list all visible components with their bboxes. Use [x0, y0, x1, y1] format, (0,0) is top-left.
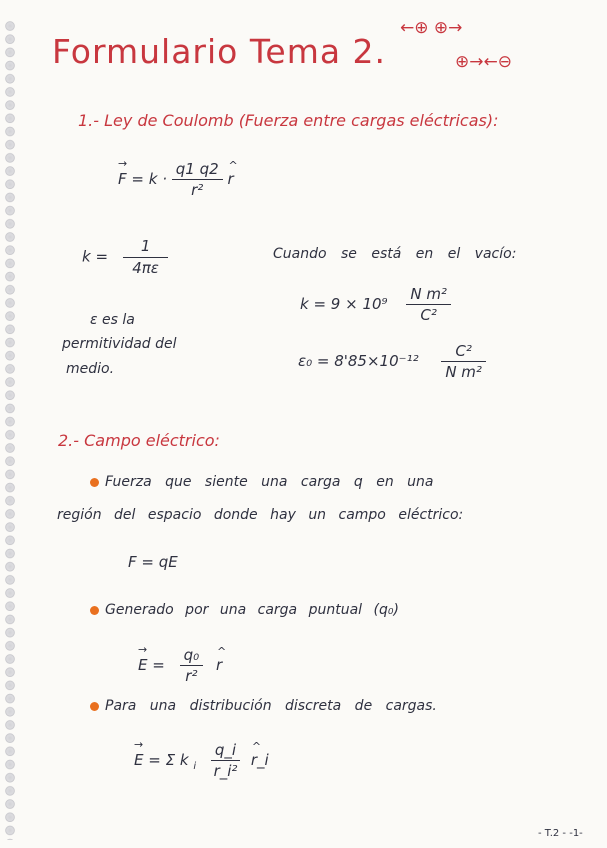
unit-vector-ri: ^ r_i: [251, 751, 269, 769]
formula-eq: =: [152, 656, 165, 674]
formula-eq: = k ·: [131, 170, 167, 188]
section-1-heading: 1.- Ley de Coulomb (Fuerza entre cargas eléctricas):: [78, 111, 499, 130]
bullet-3-text: Para una distribución discreta de cargas.: [105, 698, 437, 714]
coulomb-fraction: [172, 160, 223, 199]
page-footer: - T.2 - -1-: [538, 828, 583, 839]
unit-vector-r: ^ r: [227, 170, 233, 188]
sum-index: i: [193, 761, 197, 772]
page-title: Formulario Tema 2.: [52, 32, 387, 71]
epsilon-note-line3: medio.: [66, 361, 115, 377]
epsilon-zero-text: ε₀ = 8'85×10⁻¹²: [298, 352, 419, 370]
coulomb-formula: [118, 160, 234, 199]
epsilon-note-line1: ε es la: [90, 312, 135, 328]
bullet-1-line1: [90, 474, 433, 490]
sum-operator: = Σ k: [148, 751, 189, 769]
charge-diagram-line1: ←⊕ ⊕→: [400, 18, 463, 38]
point-charge-fraction: [180, 646, 204, 685]
discrete-sum-formula: [134, 741, 269, 780]
k-lhs: k =: [82, 247, 109, 266]
epsilon-units: [441, 342, 486, 381]
epsilon-zero-value: [298, 342, 486, 381]
sum-fraction: [211, 741, 240, 780]
bullet-dot: [90, 702, 99, 711]
bullet-dot: [90, 478, 99, 487]
section-2-heading: 2.- Campo eléctrico:: [58, 431, 220, 450]
fraction-denominator: r²: [191, 181, 204, 199]
fraction-numerator: q₀: [180, 646, 204, 666]
k-unit-numerator: N m²: [406, 285, 451, 305]
point-charge-formula: [138, 646, 222, 685]
k-denominator: 4πε: [132, 259, 159, 277]
fraction-numerator: q1 q2: [172, 160, 223, 180]
bullet-1-text: Fuerza que siente una carga q en una: [105, 474, 434, 490]
force-vector: → F: [118, 170, 127, 188]
force-field-formula: F = qE: [128, 553, 178, 571]
epsilon-unit-numerator: C²: [441, 342, 486, 362]
fraction-denominator: r²: [185, 667, 198, 685]
k-value-text: k = 9 × 10⁹: [300, 295, 388, 313]
epsilon-note-line2: permitividad del: [62, 336, 177, 352]
field-vector: → E: [134, 751, 143, 769]
k-numerator: 1: [123, 237, 169, 258]
fraction-numerator: q_i: [211, 741, 240, 761]
spiral-binding: [4, 20, 16, 840]
k-definition: [82, 237, 168, 277]
bullet-1-line2: región del espacio donde hay un campo eléctrico:: [57, 507, 464, 523]
bullet-3: [90, 698, 437, 714]
k-unit-denominator: C²: [420, 306, 437, 324]
charge-diagram-line2: ⊕→←⊖: [455, 52, 512, 72]
k-value: [300, 285, 451, 324]
k-units: [406, 285, 451, 324]
field-vector: → E: [138, 656, 147, 674]
bullet-2-text: Generado por una carga puntual (q₀): [105, 602, 399, 618]
unit-vector-r: ^ r: [216, 656, 222, 674]
k-fraction: [123, 237, 169, 277]
fraction-denominator: r_i²: [213, 762, 238, 780]
epsilon-unit-denominator: N m²: [445, 363, 482, 381]
vacuum-note: Cuando se está en el vacío:: [273, 246, 517, 262]
bullet-dot: [90, 606, 99, 615]
bullet-2: [90, 602, 399, 618]
